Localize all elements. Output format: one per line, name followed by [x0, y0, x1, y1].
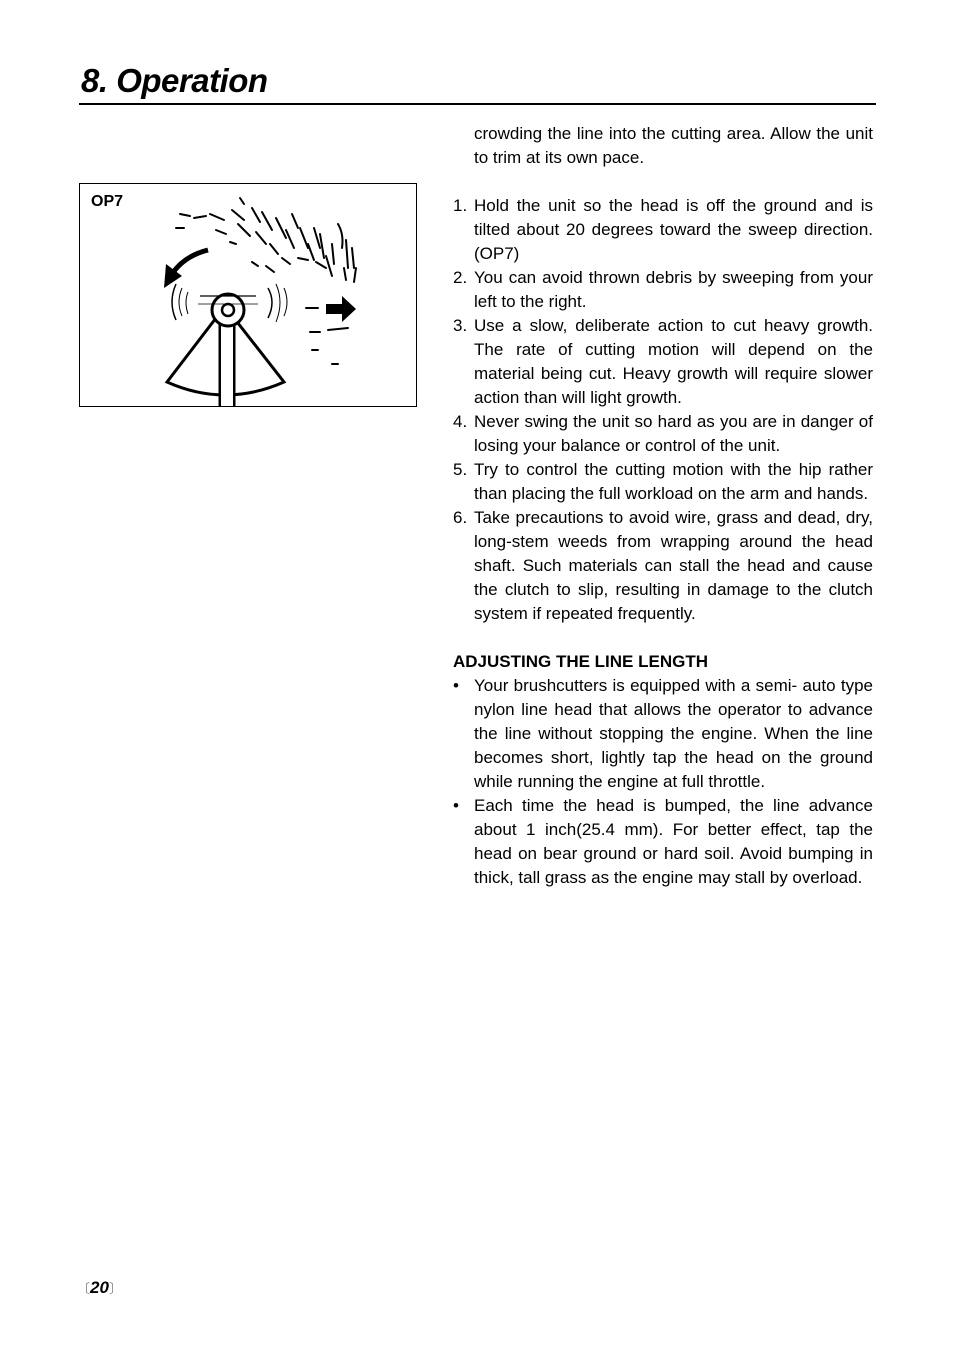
figure-op7 — [79, 183, 417, 407]
trimmer-sweep-illustration — [80, 184, 416, 406]
bullet-text: Each time the head is bumped, the line advance about 1 inch(25.4 mm). For better effect, tap the head on bear ground or hard soil. Avoid bumping in thick, tall grass as the engine may stall by overload. — [474, 796, 873, 887]
list-item — [453, 794, 873, 890]
step-text: Hold the unit so the head is off the ground and is tilted about 20 degrees toward the sweep direction. (OP7) — [474, 196, 873, 263]
step-text: Use a slow, deliberate action to cut heavy growth. The rate of cutting motion will depend on the material being cut. Heavy growth will require slower action than will light growth. — [474, 316, 873, 407]
step-number: 6. — [453, 508, 468, 527]
step-number: 2. — [453, 268, 468, 287]
title-rule — [79, 103, 876, 105]
list-item — [453, 506, 873, 626]
bullet-icon: • — [453, 676, 459, 695]
step-number: 1. — [453, 196, 468, 215]
step-number: 4. — [453, 412, 468, 431]
right-bracket-icon: 〕 — [108, 1281, 122, 1296]
section-heading: ADJUSTING THE LINE LENGTH — [453, 652, 709, 671]
left-bracket-icon: 〔 — [77, 1281, 91, 1296]
bullet-text: Your brushcutters is equipped with a semi- auto type nylon line head that allows the operator to advance the line without stopping the engine. When the line becomes short, lightly tap the head on the ground while running the engine at full throttle. — [474, 676, 873, 791]
body-text-column — [453, 122, 873, 890]
intro-paragraph: crowding the line into the cutting area. Allow the unit to trim at its own pace. — [474, 124, 873, 167]
operation-steps-list — [453, 194, 873, 626]
page-number: 20 — [90, 1278, 109, 1297]
step-text: You can avoid thrown debris by sweeping from your left to the right. — [474, 268, 873, 311]
page-title: 8. Operation — [81, 62, 268, 99]
list-item — [453, 458, 873, 506]
list-item — [453, 194, 873, 266]
list-item — [453, 266, 873, 314]
bullet-icon: • — [453, 796, 459, 815]
list-item — [453, 410, 873, 458]
right-arrow-shape — [326, 296, 356, 322]
step-text: Never swing the unit so hard as you are in danger of losing your balance or control of the unit. — [474, 412, 873, 455]
line-length-bullets — [453, 674, 873, 890]
list-item — [453, 314, 873, 410]
step-text: Take precautions to avoid wire, grass and dead, dry, long-stem weeds from wrapping around the head shaft. Such materials can stall the head and cause the clutch to slip, resulting in damage to the clutch system if repeated frequently. — [474, 508, 873, 623]
step-number: 3. — [453, 316, 468, 335]
figure-label: OP7 — [91, 193, 124, 210]
step-text: Try to control the cutting motion with the hip rather than placing the full workload on the arm and hands. — [474, 460, 873, 503]
page-footer — [77, 1278, 122, 1298]
list-item — [453, 674, 873, 794]
step-number: 5. — [453, 460, 468, 479]
